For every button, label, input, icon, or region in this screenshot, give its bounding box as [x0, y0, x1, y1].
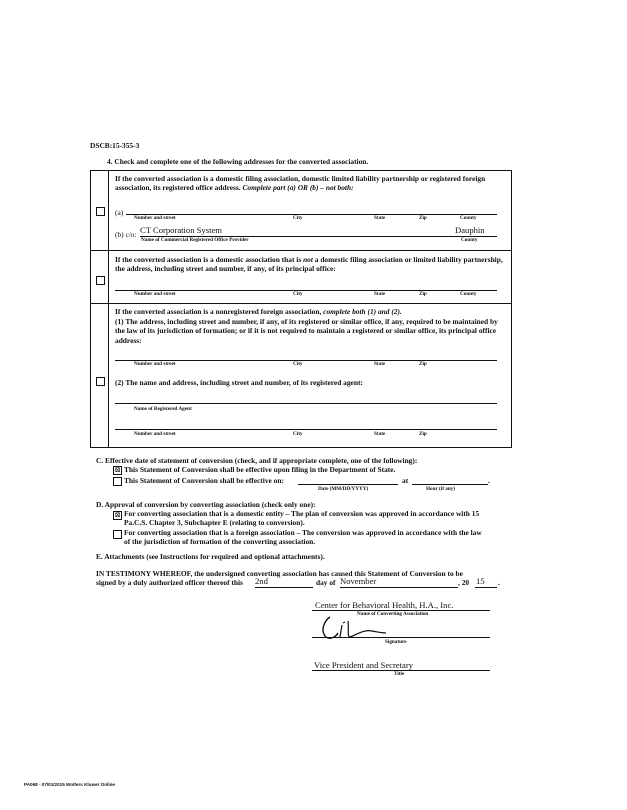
section-e-attachments: E. Attachments (see Instructions for required and optional attachments). [96, 552, 325, 561]
label-zip: Zip [419, 215, 427, 221]
effective-upon-filing-label: This Statement of Conversion shall be effective upon filing in the Department of State. [124, 465, 396, 474]
registered-agent-line[interactable] [115, 403, 497, 404]
date-format-label: Date (MM/DD/YYYY) [318, 486, 369, 492]
signing-year-value: 15 [476, 576, 485, 586]
label-city: City [293, 431, 303, 437]
label-number-street: Number and street [134, 361, 176, 367]
option-foreign-association-checkbox[interactable] [96, 377, 105, 386]
registered-agent-address-line[interactable] [115, 429, 497, 430]
registered-office-provider-value: CT Corporation System [140, 225, 222, 235]
domestic-entity-approval-checkbox[interactable]: ⊠ [114, 511, 121, 519]
label-county: County [460, 215, 477, 221]
signature-label: Signature [385, 639, 407, 645]
domestic-entity-approval-line1: For converting association that is a domestic entity – The plan of conversion was approved in accordance with 15 [124, 509, 480, 518]
title-label: Title [394, 671, 405, 677]
section-c-title: C. Effective date of statement of conversion (check, and if appropriate complete, one of the following): [96, 456, 418, 465]
signing-day-line[interactable] [255, 587, 313, 588]
label-number-street: Number and street [134, 291, 176, 297]
section-d-title: D. Approval of conversion by converting association (check only one): [96, 500, 316, 509]
label-county: County [460, 291, 477, 297]
effective-on-date-label: This Statement of Conversion shall be effective on: [124, 476, 284, 485]
label-number-street: Number and street [134, 215, 176, 221]
section3-part1: (1) The address, including street and number, if any, of its registered or similar office, if any, required to be maintained by the law of its jurisdiction of formation; or if it is not required to maintain a registered or similar office, its principal office address: [115, 317, 498, 345]
foreign-association-approval-line1: For converting association that is a foreign association – The conversion was approved in accordance with the law [124, 528, 482, 537]
item-4-instruction: 4. Check and complete one of the following addresses for the converted association. [107, 157, 369, 166]
page-footer: PA068 - 07/01/2015 Wolters Kluwer Online [24, 782, 115, 787]
label-state: State [374, 431, 386, 437]
testimony-line2: signed by a duly authorized officer thereof this [96, 578, 243, 587]
signature-line[interactable] [312, 637, 490, 638]
label-number-street: Number and street [134, 431, 176, 437]
testimony-line1: IN TESTIMONY WHEREOF, the undersigned converting association has caused this Statement of Conversion to be [96, 569, 463, 578]
section3-instruction: If the converted association is a nonregistered foreign association, complete both (1) and (2). [115, 307, 402, 316]
at-label: at [402, 476, 409, 485]
signing-month-line[interactable] [340, 587, 458, 588]
doc-code: DSCB:15-355-3 [90, 141, 140, 150]
signing-year-line[interactable] [475, 587, 497, 588]
part-a-address-line[interactable] [126, 214, 497, 215]
section-divider-1 [90, 250, 511, 251]
label-provider-name: Name of Commercial Registered Office Provider [141, 237, 249, 243]
converting-association-name: Center for Behavioral Health, H.A., Inc. [315, 600, 454, 610]
label-county-b: County [461, 237, 478, 243]
label-registered-agent: Name of Registered Agent [134, 406, 192, 412]
effective-on-date-checkbox[interactable] [113, 477, 122, 486]
label-state: State [374, 215, 386, 221]
label-city: City [293, 361, 303, 367]
option-registered-office-checkbox[interactable] [96, 207, 105, 216]
association-name-label: Name of Converting Association [357, 611, 429, 617]
domestic-entity-approval-line2: Pa.C.S. Chapter 3, Subchapter E (relating to conversion). [124, 518, 305, 527]
label-zip: Zip [419, 361, 427, 367]
year-prefix: , 20 [458, 578, 470, 587]
label-state: State [374, 361, 386, 367]
label-zip: Zip [419, 431, 427, 437]
county-value: Dauphin [455, 225, 485, 235]
section2-instruction: If the converted association is a domestic association that is not a domestic filing association or limited liability partnership, the address, including street and number, if any, of its principal office: [115, 255, 503, 274]
option-principal-office-checkbox[interactable] [96, 276, 105, 285]
part-b-label: (b) c/o: [115, 230, 137, 239]
hour-label: Hour (if any) [426, 486, 456, 492]
section-divider-2 [90, 303, 511, 304]
signing-month-value: November [340, 576, 377, 586]
effective-hour-line[interactable] [412, 484, 488, 485]
effective-upon-filing-checkbox[interactable]: ⊠ [114, 466, 121, 474]
foreign-association-approval-line2: of the jurisdiction of formation of the converting association. [124, 537, 316, 546]
label-state: State [374, 291, 386, 297]
section1-instruction: If the converted association is a domestic filing association, domestic limited liability partnership or registered foreign association, its registered office address. Complete part (a) OR (b) – not both: [115, 174, 486, 193]
label-city: City [293, 291, 303, 297]
day-of-label: day of [316, 578, 336, 587]
effective-date-line[interactable] [298, 484, 398, 485]
label-zip: Zip [419, 291, 427, 297]
section3-part2: (2) The name and address, including street and number, of its registered agent: [115, 378, 363, 387]
checkbox-column-divider [108, 170, 109, 447]
foreign-association-approval-checkbox[interactable] [113, 530, 122, 539]
part-a-label: (a) [115, 208, 124, 217]
label-city: City [293, 215, 303, 221]
signing-day-value: 2nd [255, 576, 268, 586]
officer-title-value: Vice President and Secretary [314, 660, 413, 670]
